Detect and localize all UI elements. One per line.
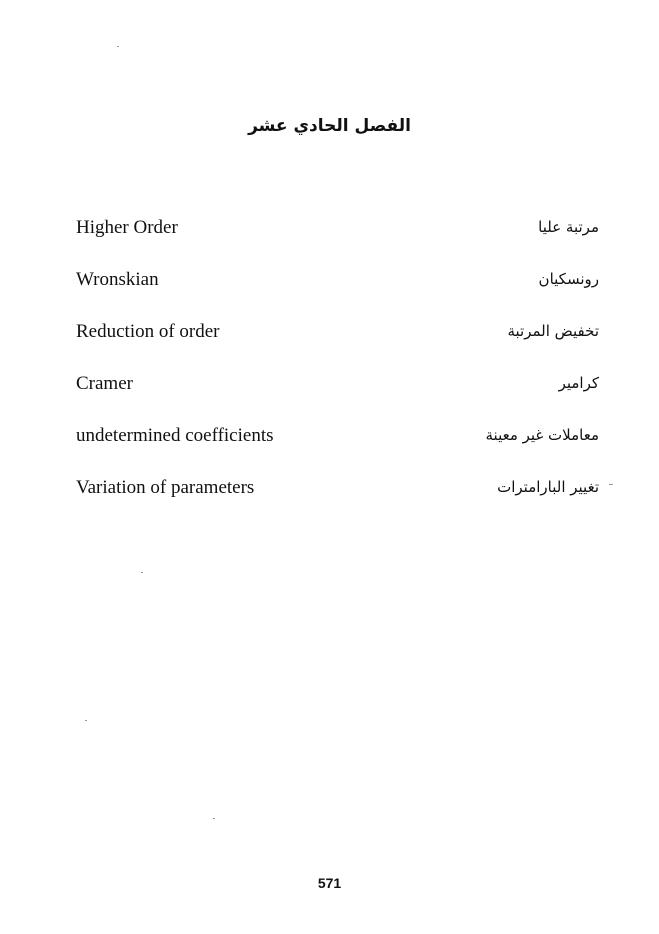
glossary-list xyxy=(0,217,659,529)
glossary-row xyxy=(0,269,659,321)
arabic-term: رونسكيان xyxy=(538,270,599,288)
scan-speck xyxy=(117,46,119,47)
english-term: Cramer xyxy=(76,373,133,394)
english-term: Wronskian xyxy=(76,269,159,290)
glossary-row xyxy=(0,425,659,477)
english-term: Higher Order xyxy=(76,217,178,238)
arabic-term: تخفيض المرتبة xyxy=(507,322,599,340)
glossary-row xyxy=(0,217,659,269)
english-term: Variation of parameters xyxy=(76,477,255,498)
arabic-term: تغيير البارامترات xyxy=(497,478,599,496)
chapter-title: الفصل الحادي عشر xyxy=(248,116,411,136)
arabic-term: كرامير xyxy=(558,374,599,392)
english-term: undetermined coefficients xyxy=(76,425,274,446)
scan-speck xyxy=(85,720,87,721)
arabic-term: معاملات غير معينة xyxy=(485,426,599,444)
scan-speck xyxy=(609,484,613,485)
glossary-row xyxy=(0,373,659,425)
glossary-row xyxy=(0,321,659,373)
scan-speck xyxy=(213,818,215,819)
arabic-term: مرتبة عليا xyxy=(538,218,599,236)
page-number: 571 xyxy=(317,875,342,891)
english-term: Reduction of order xyxy=(76,321,220,342)
scan-speck xyxy=(141,572,143,573)
glossary-row xyxy=(0,477,659,529)
